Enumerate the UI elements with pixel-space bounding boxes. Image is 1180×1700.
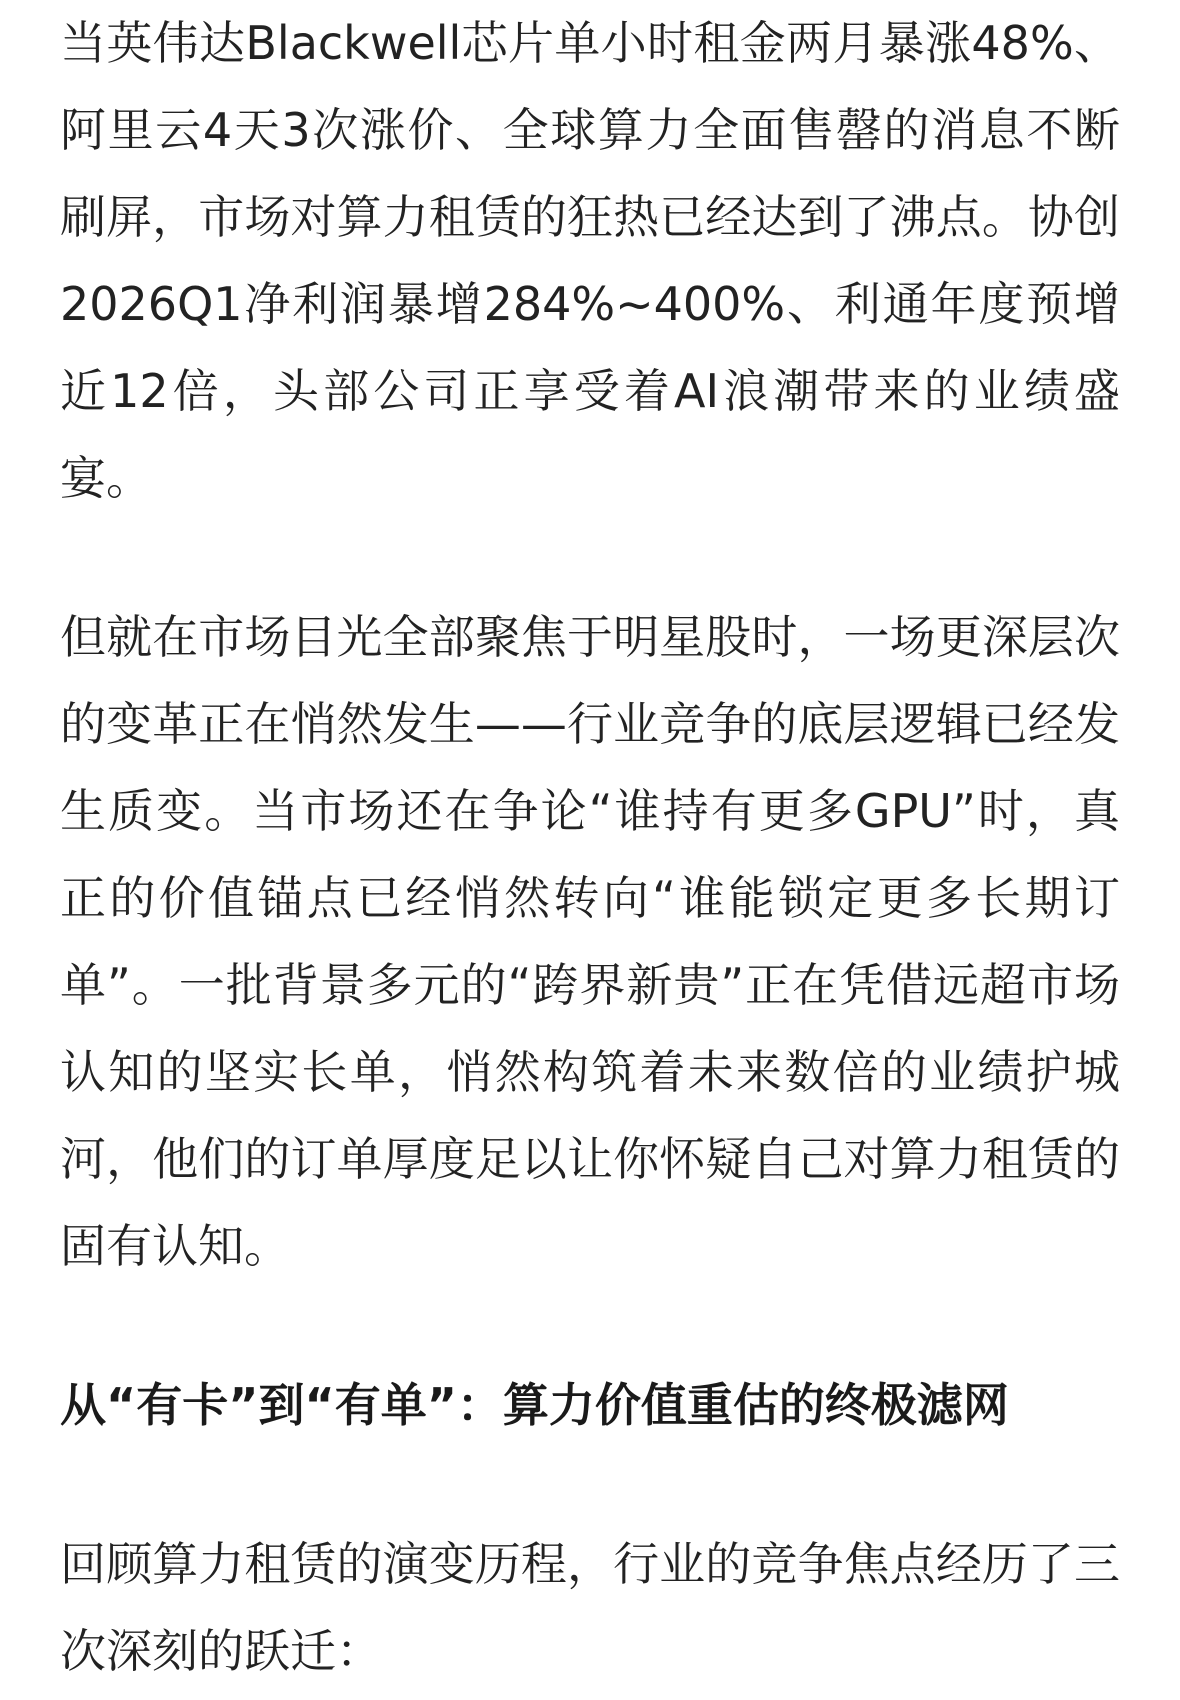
article-paragraph: 但就在市场目光全部聚焦于明星股时，一场更深层次的变革正在悄然发生——行业竞争的底层逻辑已经发生质变。当市场还在争论“谁持有更多GPU”时，真正的价值锚点已经悄然转向“谁能锁定更多长期订单”。一批背景多元的“跨界新贵”正在凭借远超市场认知的坚实长单，悄然构筑着未来数倍的业绩护城河，他们的订单厚度足以让你怀疑自己对算力租赁的固有认知。 — [60, 610, 1120, 1273]
section-heading: 从“有卡”到“有单”：算力价值重估的终极滤网 — [60, 1378, 1009, 1432]
article-body — [60, 0, 1120, 1695]
article-paragraph: 当英伟达Blackwell芯片单小时租金两月暴涨48%、阿里云4天3次涨价、全球算力全面售罄的消息不断刷屏，市场对算力租赁的狂热已经达到了沸点。协创2026Q1净利润暴增284%~400%、利通年度预增近12倍，头部公司正享受着AI浪潮带来的业绩盛宴。 — [60, 16, 1120, 505]
article-paragraph: 回顾算力租赁的演变历程，行业的竞争焦点经历了三次深刻的跃迁： — [60, 1537, 1120, 1678]
